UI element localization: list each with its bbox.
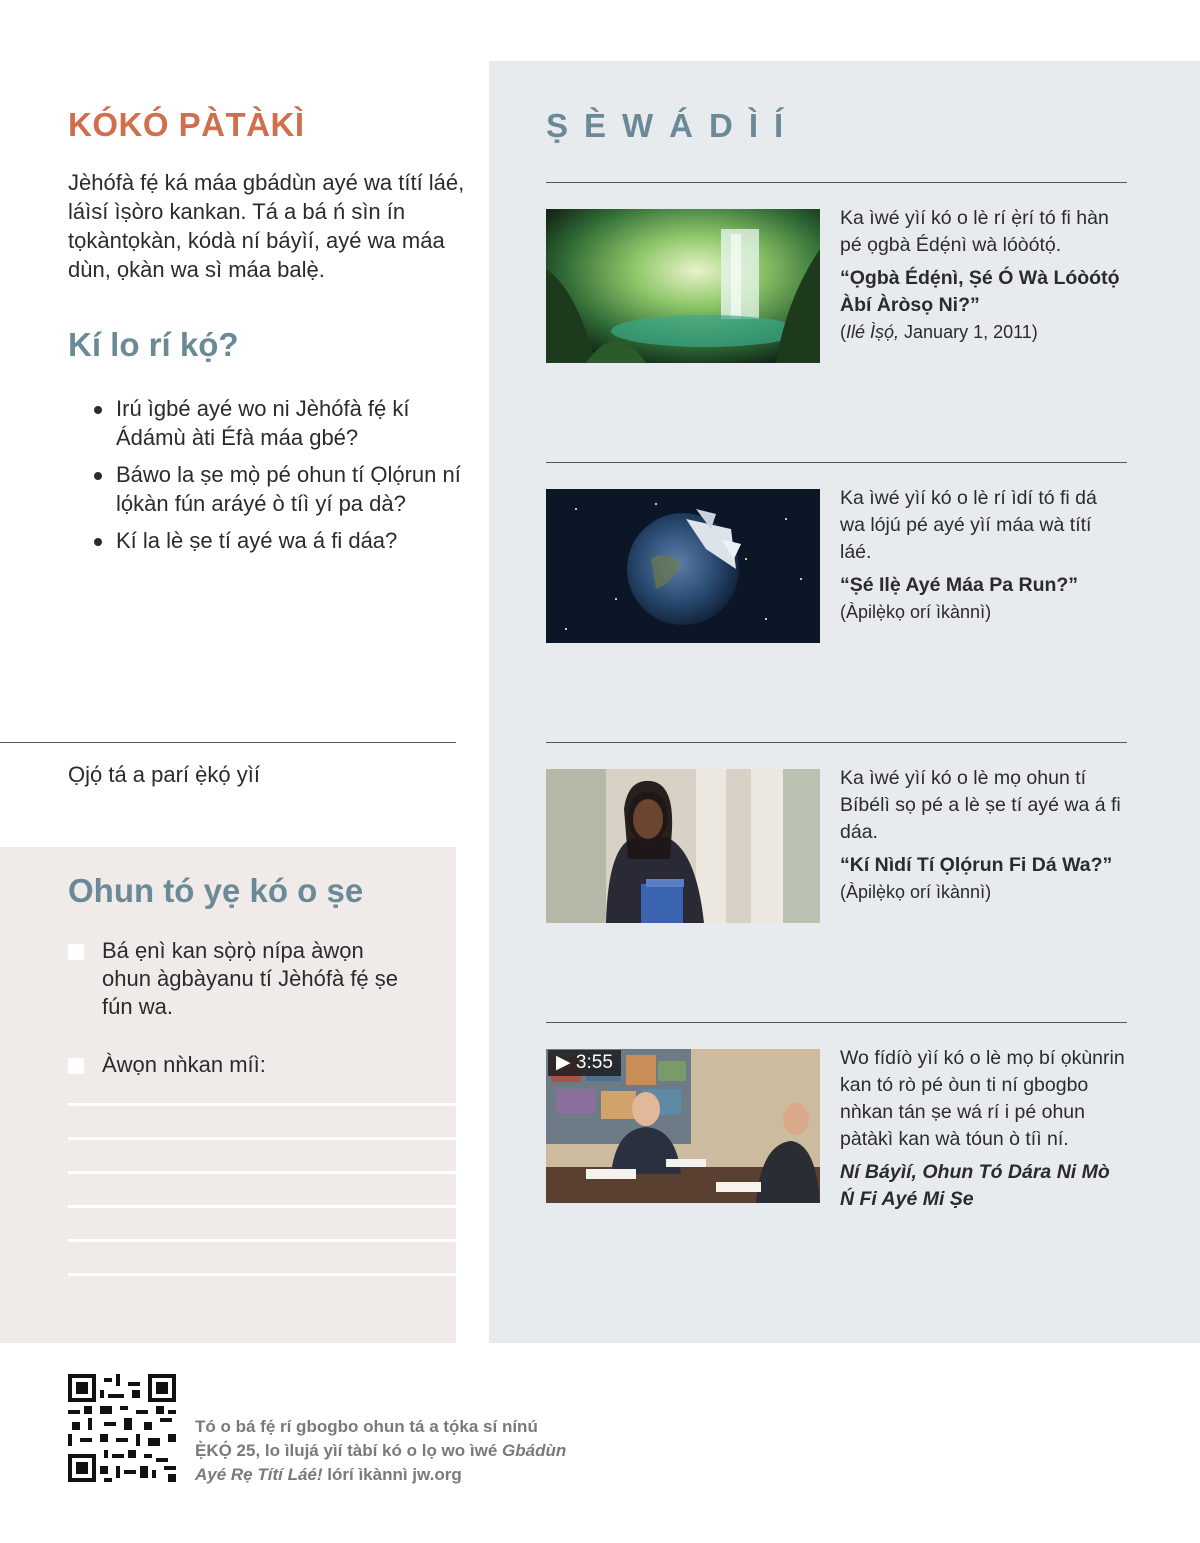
checkbox[interactable] [68,1058,84,1074]
page-title: KÓKÓ PÀTÀKÌ [68,106,305,143]
explore-item-source: (Àpilẹ̀kọ orí ìkànnì) [840,882,992,902]
shattering-earth-image[interactable] [546,489,820,643]
footer-note [195,1415,575,1487]
woman-holding-books-image[interactable] [546,769,820,923]
explore-item [840,765,1125,905]
source-publication: Ilé Ìṣọ́, [846,322,900,342]
todo-item-text: Àwọn nǹkan míì: [102,1052,266,1077]
explore-item-source: (Àpilẹ̀kọ orí ìkànnì) [840,602,992,622]
todo-item-text: Bá ẹnì kan sọ̀rọ̀ nípa àwọn ohun àgbàyanu tí Jèhófà fẹ́ ṣe fún wa. [102,938,399,1019]
bullet-icon [94,538,102,546]
video-duration: 3:55 [575,1052,613,1073]
explore-item-source: (Ilé Ìṣọ́, January 1, 2011) [840,322,1038,342]
explore-item-title[interactable]: “Ṣé Ilẹ̀ Ayé Máa Pa Run?” [840,574,1079,596]
main-point-text: Jèhófà fẹ́ ká máa gbádùn ayé wa títí láé, láìsí ìṣòro kankan. Tá a bá ń sìn ín tọkàntọkàn, kódà ní báyìí, ayé wa máa dùn, ọkàn wa sì máa balẹ̀. [68,170,465,282]
write-in-line[interactable] [68,1205,456,1208]
review-question [94,460,464,518]
write-in-line[interactable] [68,1137,456,1140]
write-in-line[interactable] [68,1103,456,1106]
write-in-line[interactable] [68,1239,456,1242]
explore-item [840,1045,1125,1213]
explore-heading: ṢÈWÁDÌÍ [546,107,800,144]
divider [546,1022,1127,1023]
checkbox[interactable] [68,944,84,960]
explore-item-description: Ka ìwé yìí kó o lè rí ìdí tó fi dá wa lójú pé ayé yìí máa wà títí láé. [840,487,1097,563]
source-date: January 1, 2011 [899,322,1032,342]
review-question-text: Kí la lè ṣe tí ayé wa á fi dáa? [116,528,398,553]
divider [546,182,1127,183]
explore-item-title[interactable]: Ní Báyìí, Ohun Tó Dára Ni Mò Ń Fi Ayé Mi Ṣe [840,1161,1110,1210]
write-in-line[interactable] [68,1273,456,1276]
review-question-text: Irú ìgbé ayé wo ni Jèhófà fẹ́ kí Ádámù àti Éfà máa gbé? [116,396,410,450]
divider [0,742,456,743]
garden-waterfall-image[interactable] [546,209,820,363]
review-question [94,526,464,555]
qr-code[interactable] [68,1374,176,1482]
explore-item-title[interactable]: “Kí Nìdí Tí Ọlọ́run Fi Dá Wa?” [840,854,1113,876]
divider [546,742,1127,743]
todo-item[interactable] [68,937,408,1021]
todo-panel [0,847,456,1343]
review-heading: Kí lo rí kọ́? [68,326,239,363]
todo-item[interactable] [68,1051,408,1079]
footer-line2: lórí ìkànnì jw.org [322,1465,462,1484]
play-icon: ▶ [556,1052,571,1073]
bullet-icon [94,406,102,414]
review-question-text: Báwo la ṣe mọ̀ pé ohun tí Ọlọ́run ní lọ́kàn fún aráyé ò tíì yí pa dà? [116,462,461,516]
explore-item-description: Ka ìwé yìí kó o lè mọ ohun tí Bíbélì sọ pé a lè ṣe tí ayé wa á fi dáa. [840,767,1121,843]
footer-line1: Tó o bá fẹ́ rí gbogbo ohun tá a tọ́ka sí nínú Ẹ̀KỌ́ 25, lo ìlujá yìí tàbí kó o lọ wo ìwé [195,1417,538,1460]
review-question-list [94,394,464,563]
video-duration-badge[interactable] [548,1050,621,1076]
explore-item-title[interactable]: “Ọgbà Édẹ́nì, Ṣé Ó Wà Lóòótọ́ Àbí Àròsọ Ni?” [840,267,1120,316]
completion-date-label: Ọjọ́ tá a parí ẹ̀kọ́ yìí [68,762,260,787]
todo-heading: Ohun tó yẹ kó o ṣe [68,872,364,909]
explore-item [840,205,1125,345]
book-title: Gbádùn Ayé Rẹ Títí Láé! [195,1441,567,1484]
explore-item-description: Ka ìwé yìí kó o lè rí ẹ̀rí tó fi hàn pé ọgbà Édẹ́nì wà lóòótọ́. [840,207,1109,256]
review-question [94,394,464,452]
bullet-icon [94,472,102,480]
explore-item-description: Wo fídíò yìí kó o lè mọ bí ọkùnrin kan tó rò pé òun ti ní gbogbo nǹkan tán ṣe wá rí i pé ohun pàtàkì kan wà tóun ò tíì ní. [840,1047,1125,1150]
write-in-line[interactable] [68,1171,456,1174]
explore-item [840,485,1125,625]
divider [546,462,1127,463]
